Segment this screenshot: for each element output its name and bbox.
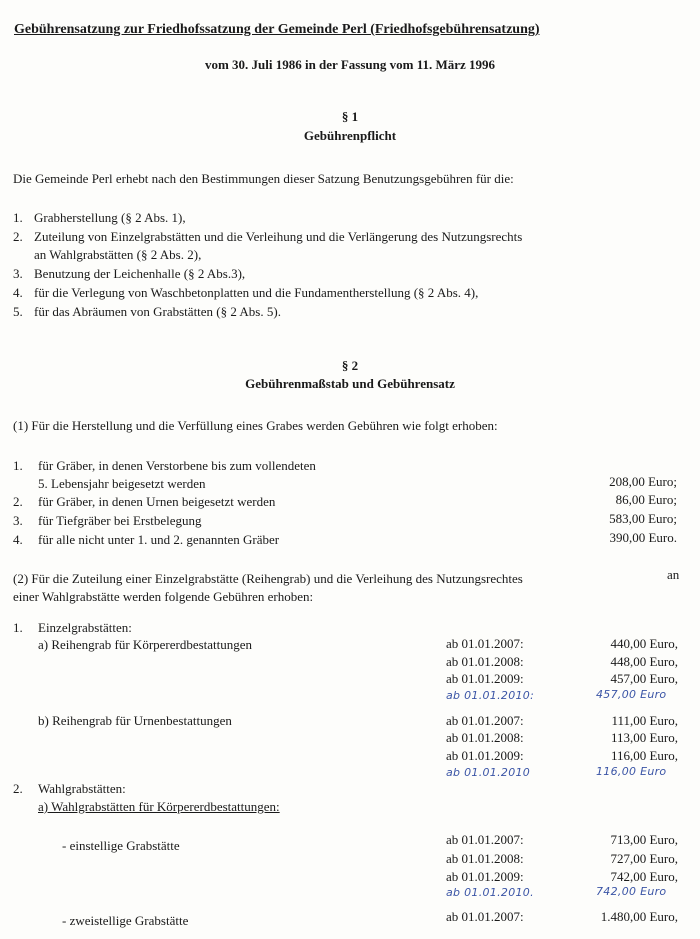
handwritten-date: ab 01.01.2010: (446, 689, 535, 702)
fee-amount: 742,00 Euro, (610, 869, 678, 884)
einstellig-label: - einstellige Grabstätte (62, 838, 180, 853)
list-item-text-continued: an Wahlgrabstätten (§ 2 Abs. 2), (34, 247, 202, 262)
list-item-text: für die Verlegung von Waschbetonplatten und die Fundamentherstellung (§ 2 Abs. 4), (34, 285, 479, 300)
list-item-text: Grabherstellung (§ 2 Abs. 1), (34, 210, 186, 225)
list-item-number: 1. (13, 210, 23, 225)
fee-amount: 727,00 Euro, (610, 851, 678, 866)
handwritten-date: ab 01.01.2010. (446, 886, 534, 899)
fee-amount: 390,00 Euro. (609, 530, 677, 545)
fee-date: ab 01.01.2007: (446, 713, 524, 728)
zweistellig-label: - zweistellige Grabstätte (62, 913, 189, 928)
list-item-text: für Gräber, in denen Verstorbene bis zum vollendeten (38, 458, 316, 473)
fee-amount: 448,00 Euro, (610, 654, 678, 669)
fee-amount: 113,00 Euro, (610, 730, 678, 745)
handwritten-amount: 457,00 Euro (596, 688, 667, 701)
section-1-number: § 1 (341, 109, 359, 124)
list-item-number: 1. (13, 458, 23, 473)
paragraph-2-line-1: (2) Für die Zuteilung einer Einzelgrabstätte (Reihengrab) und die Verleihung des Nutzungsrechtes (13, 571, 523, 586)
wahlgrab-koerper-label: a) Wahlgrabstätten für Körpererdbestattungen: (38, 799, 280, 814)
fee-amount: 111,00 Euro, (611, 713, 678, 728)
fee-date: ab 01.01.2007: (446, 909, 524, 924)
list-item-number: 3. (13, 513, 23, 528)
fee-amount: 1.480,00 Euro, (600, 909, 678, 924)
list-item-number: 2. (13, 494, 23, 509)
list-item-text: für das Abräumen von Grabstätten (§ 2 Abs. 5). (34, 304, 281, 319)
section-2-heading: Gebührenmaßstab und Gebührensatz (245, 376, 455, 391)
reihengrab-koerper-label: a) Reihengrab für Körpererdbestattungen (38, 637, 253, 652)
fee-date: ab 01.01.2007: (446, 636, 524, 651)
fee-date: ab 01.01.2008: (446, 654, 524, 669)
document-subtitle: vom 30. Juli 1986 in der Fassung vom 11. März 1996 (204, 57, 496, 72)
handwritten-amount: 116,00 Euro (596, 765, 667, 778)
list-item-number: 2. (13, 229, 23, 244)
wahlgrab-heading: Wahlgrabstätten: (38, 781, 126, 796)
list-item-number: 5. (13, 304, 23, 319)
section-1-heading: Gebührenpflicht (303, 128, 397, 143)
fee-amount: 457,00 Euro, (610, 671, 678, 686)
handwritten-date: ab 01.01.2010 (446, 766, 531, 779)
paragraph-2-line-2: einer Wahlgrabstätte werden folgende Gebühren erhoben: (13, 589, 314, 604)
list-item-number: 4. (13, 532, 23, 547)
fee-date: ab 01.01.2007: (446, 832, 524, 847)
list-item-text: für Gräber, in denen Urnen beigesetzt werden (38, 494, 276, 509)
fee-amount: 583,00 Euro; (609, 511, 677, 526)
list-item-text: Benutzung der Leichenhalle (§ 2 Abs.3), (34, 266, 246, 281)
fee-amount: 713,00 Euro, (610, 832, 678, 847)
fee-date: ab 01.01.2008: (446, 851, 524, 866)
handwritten-amount: 742,00 Euro (596, 885, 667, 898)
section-1-intro: Die Gemeinde Perl erhebt nach den Bestimmungen dieser Satzung Benutzungsgebühren für die: (13, 171, 514, 186)
list-item-text-continued: 5. Lebensjahr beigesetzt werden (38, 476, 206, 491)
document-title: Gebührensatzung zur Friedhofssatzung der Gemeinde Perl (Friedhofsgebührensatzung) (14, 22, 540, 37)
fee-date: ab 01.01.2009: (446, 748, 524, 763)
list-item-number: 4. (13, 285, 23, 300)
list-item-number: 1. (13, 620, 23, 635)
list-item-number: 3. (13, 266, 23, 281)
reihengrab-urne-label: b) Reihengrab für Urnenbestattungen (38, 713, 232, 728)
list-item-text: für alle nicht unter 1. und 2. genannten Gräber (38, 532, 280, 547)
list-item-text: Zuteilung von Einzelgrabstätten und die Verleihung und die Verlängerung des Nutzungsrechts (34, 229, 523, 244)
fee-amount: 116,00 Euro, (610, 748, 678, 763)
section-2-number: § 2 (341, 358, 359, 373)
paragraph-1: (1) Für die Herstellung und die Verfüllung eines Grabes werden Gebühren wie folgt erhoben: (13, 418, 498, 433)
fee-amount: 86,00 Euro; (615, 492, 677, 507)
fee-amount: 208,00 Euro; (609, 474, 677, 489)
fee-date: ab 01.01.2008: (446, 730, 524, 745)
fee-amount: 440,00 Euro, (610, 636, 678, 651)
list-item-text: für Tiefgräber bei Erstbelegung (38, 513, 202, 528)
fee-date: ab 01.01.2009: (446, 869, 524, 884)
list-item-number: 2. (13, 781, 23, 796)
paragraph-2-an: an (667, 567, 680, 582)
einzelgrab-heading: Einzelgrabstätten: (38, 620, 132, 635)
fee-date: ab 01.01.2009: (446, 671, 524, 686)
